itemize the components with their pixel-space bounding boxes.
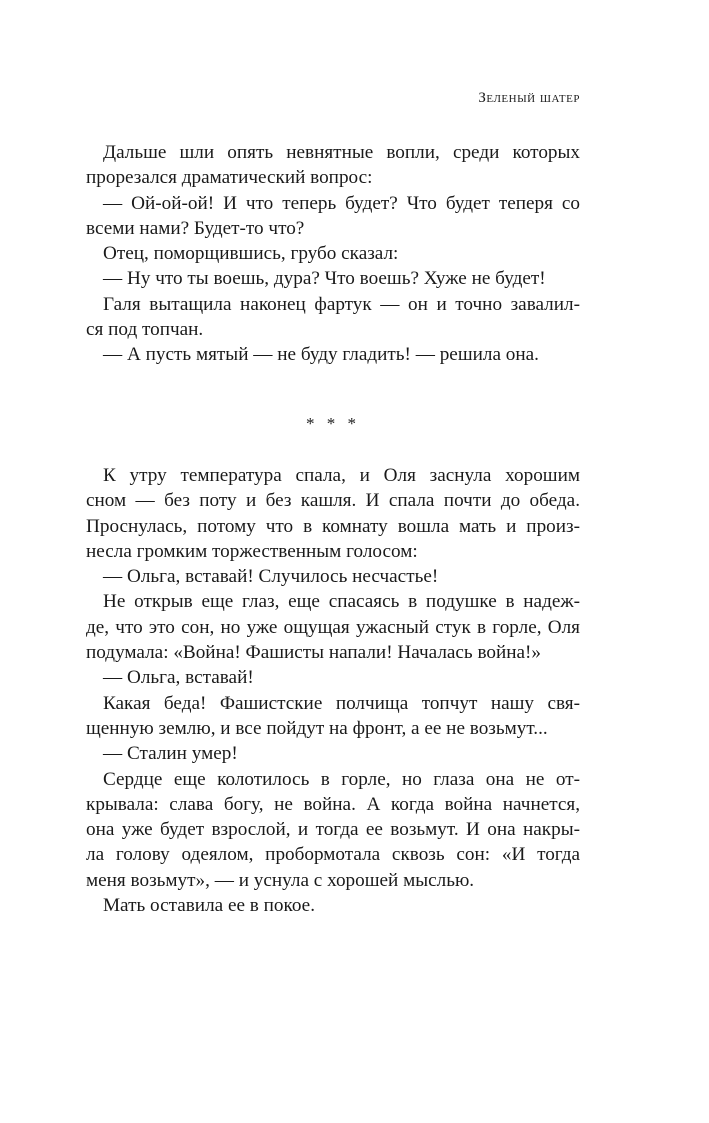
text-line: — Сталин умер! (103, 743, 238, 765)
text-line: сном — без поту и без кашля. И спала почти до обеда. (86, 490, 580, 512)
text-line: Галя вытащила наконец фартук — он и точно завалил- (103, 293, 580, 315)
text-line: де, что это сон, но уже ощущая ужасный стук в горле, Оля (86, 616, 580, 638)
text-line: Какая беда! Фашистские полчища топчут нашу свя- (103, 692, 580, 714)
text-line: Сердце еще колотилось в горле, но глаза она не от- (103, 768, 580, 790)
section-separator: * * * (306, 414, 360, 433)
text-line: прорезался драматический вопрос: (86, 167, 373, 189)
text-line: — А пусть мятый — не буду гладить! — решила она. (103, 344, 539, 366)
text-line: ся под топчан. (86, 319, 204, 341)
text-section-2 (86, 463, 580, 918)
text-line: подумала: «Война! Фашисты напали! Началась война!» (86, 642, 542, 664)
running-header: Зеленый шатер (478, 90, 580, 106)
text-line: меня возьмут», — и уснула с хорошей мыслью. (86, 869, 475, 891)
text-line: Проснулась, потому что в комнату вошла мать и произ- (86, 515, 580, 537)
text-line: Не открыв еще глаз, еще спасаясь в подушке в надеж- (103, 591, 580, 613)
text-line: — Ольга, вставай! Случилось несчастье! (103, 566, 439, 588)
book-page (86, 0, 580, 1123)
text-line: всеми нами? Будет-то что? (86, 217, 305, 239)
text-line: щенную землю, и все пойдут на фронт, а ее не возьмут... (86, 717, 548, 739)
text-line: она уже будет взрослой, и тогда ее возьмут. И она накры- (86, 819, 580, 841)
text-line: К утру температура спала, и Оля заснула хорошим (103, 465, 580, 486)
text-line: крывала: слава богу, не война. А когда война начнется, (86, 793, 580, 815)
text-section-1 (86, 140, 580, 368)
text-line: ла голову одеялом, пробормотала сквозь сон: «И тогда (86, 844, 580, 866)
text-line: — Ой-ой-ой! И что теперь будет? Что будет теперя со (103, 192, 580, 214)
text-line: — Ну что ты воешь, дура? Что воешь? Хуже не будет! (103, 268, 546, 290)
text-line: — Ольга, вставай! (103, 667, 254, 689)
text-line: Мать оставила ее в покое. (103, 895, 315, 917)
text-line: Отец, поморщившись, грубо сказал: (103, 243, 399, 265)
text-line: несла громким торжественным голосом: (86, 540, 418, 562)
text-line: Дальше шли опять невнятные вопли, среди которых (103, 142, 580, 163)
